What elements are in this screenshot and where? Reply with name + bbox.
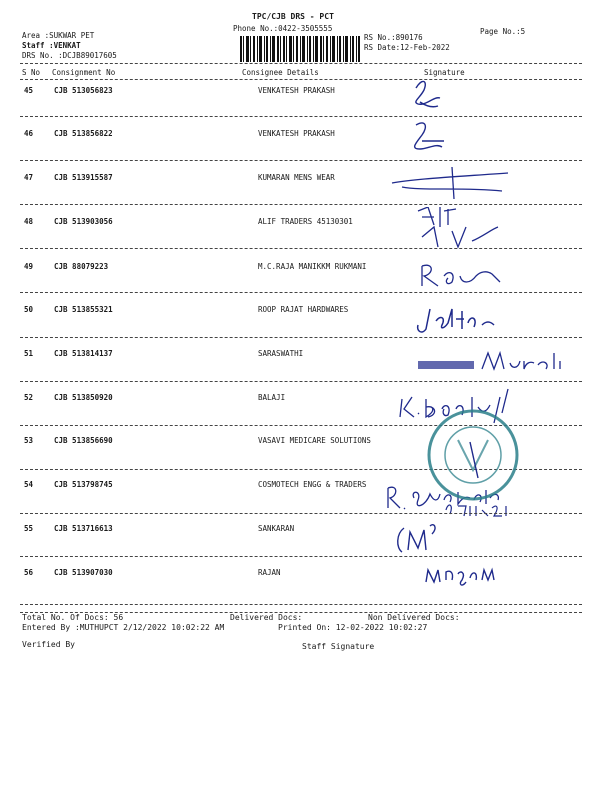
row-consignee: KUMARAN MENS WEAR: [258, 173, 335, 182]
row-consignee: ROOP RAJAT HARDWARES: [258, 305, 349, 314]
signature-scribble: [382, 558, 582, 606]
row-consignment: CJB 88079223: [54, 262, 109, 271]
staff-label: Staff :VENKAT: [22, 41, 81, 50]
rs-date: RS Date:12-Feb-2022: [364, 43, 450, 52]
row-divider: [20, 204, 582, 205]
row-consignee: RAJAN: [258, 568, 281, 577]
row-sno: 54: [24, 480, 34, 489]
signature-scribble: [382, 339, 582, 387]
non-delivered-docs: Non Delivered Docs:: [368, 613, 460, 622]
row-sno: 49: [24, 262, 34, 271]
row-divider: [20, 160, 582, 161]
table-row: [20, 568, 582, 612]
row-divider: [20, 556, 582, 557]
row-divider: [20, 381, 582, 382]
row-consignee: SANKARAN: [258, 524, 295, 533]
row-divider: [20, 337, 582, 338]
staff-signature-label: Staff Signature: [302, 642, 375, 651]
row-sno: 53: [24, 436, 34, 445]
entered-by: Entered By :MUTHUPCT 2/12/2022 10:02:22 AM: [22, 623, 225, 632]
rs-number: RS No.:890176: [364, 33, 423, 42]
row-consignee: BALAJI: [258, 393, 286, 402]
row-consignee: VENKATESH PRAKASH: [258, 129, 335, 138]
row-consignment: CJB 513716613: [54, 524, 113, 533]
row-consignee: VASAVI MEDICARE SOLUTIONS: [258, 436, 371, 445]
row-consignment: CJB 513855321: [54, 305, 113, 314]
row-divider: [20, 604, 582, 605]
barcode: [240, 36, 360, 62]
row-consignment: CJB 513798745: [54, 480, 113, 489]
signature-scribble: [382, 295, 582, 343]
delivered-docs: Delivered Docs:: [230, 613, 303, 622]
col-header-sno: S No: [22, 68, 41, 77]
total-docs: Total No. Of Docs: 56: [22, 613, 124, 622]
area-label: Area :SUKWAR PET: [22, 31, 95, 40]
row-sno: 50: [24, 305, 34, 314]
row-sno: 55: [24, 524, 34, 533]
col-header-consignment: Consignment No: [52, 68, 116, 77]
row-sno: 52: [24, 393, 34, 402]
row-consignment: CJB 513856690: [54, 436, 113, 445]
page-number: Page No.:5: [480, 27, 526, 36]
row-sno: 45: [24, 86, 34, 95]
company-seal-stamp: [418, 400, 528, 510]
row-consignee: SARASWATHI: [258, 349, 304, 358]
drs-number: DRS No. :DCJB89017605: [22, 51, 117, 60]
row-consignment: CJB 513814137: [54, 349, 113, 358]
row-divider: [20, 292, 582, 293]
document-title: TPC/CJB DRS - PCT: [252, 12, 334, 21]
row-consignment: CJB 513903056: [54, 217, 113, 226]
row-consignment: CJB 513907030: [54, 568, 113, 577]
row-sno: 51: [24, 349, 34, 358]
phone-number: Phone No.:0422-3505555: [233, 24, 333, 33]
row-sno: 46: [24, 129, 34, 138]
row-sno: 47: [24, 173, 34, 182]
row-consignment: CJB 513856822: [54, 129, 113, 138]
row-consignee: ALIF TRADERS 45130301: [258, 217, 353, 226]
row-consignment: CJB 513915587: [54, 173, 113, 182]
row-sno: 56: [24, 568, 34, 577]
row-consignee: COSMOTECH ENGG & TRADERS: [258, 480, 367, 489]
row-divider: [20, 116, 582, 117]
row-sno: 48: [24, 217, 34, 226]
col-header-consignee: Consignee Details: [242, 68, 319, 77]
header-divider-top: [20, 63, 582, 64]
row-consignment: CJB 513850920: [54, 393, 113, 402]
row-consignment: CJB 513056823: [54, 86, 113, 95]
col-header-signature: Signature: [424, 68, 465, 77]
signature-scribble: [382, 514, 582, 562]
printed-on: Printed On: 12-02-2022 10:02:27: [278, 623, 428, 632]
row-consignee: M.C.RAJA MANIKKM RUKMANI: [258, 262, 367, 271]
row-divider: [20, 248, 582, 249]
row-consignee: VENKATESH PRAKASH: [258, 86, 335, 95]
verified-by-label: Verified By: [22, 640, 75, 649]
